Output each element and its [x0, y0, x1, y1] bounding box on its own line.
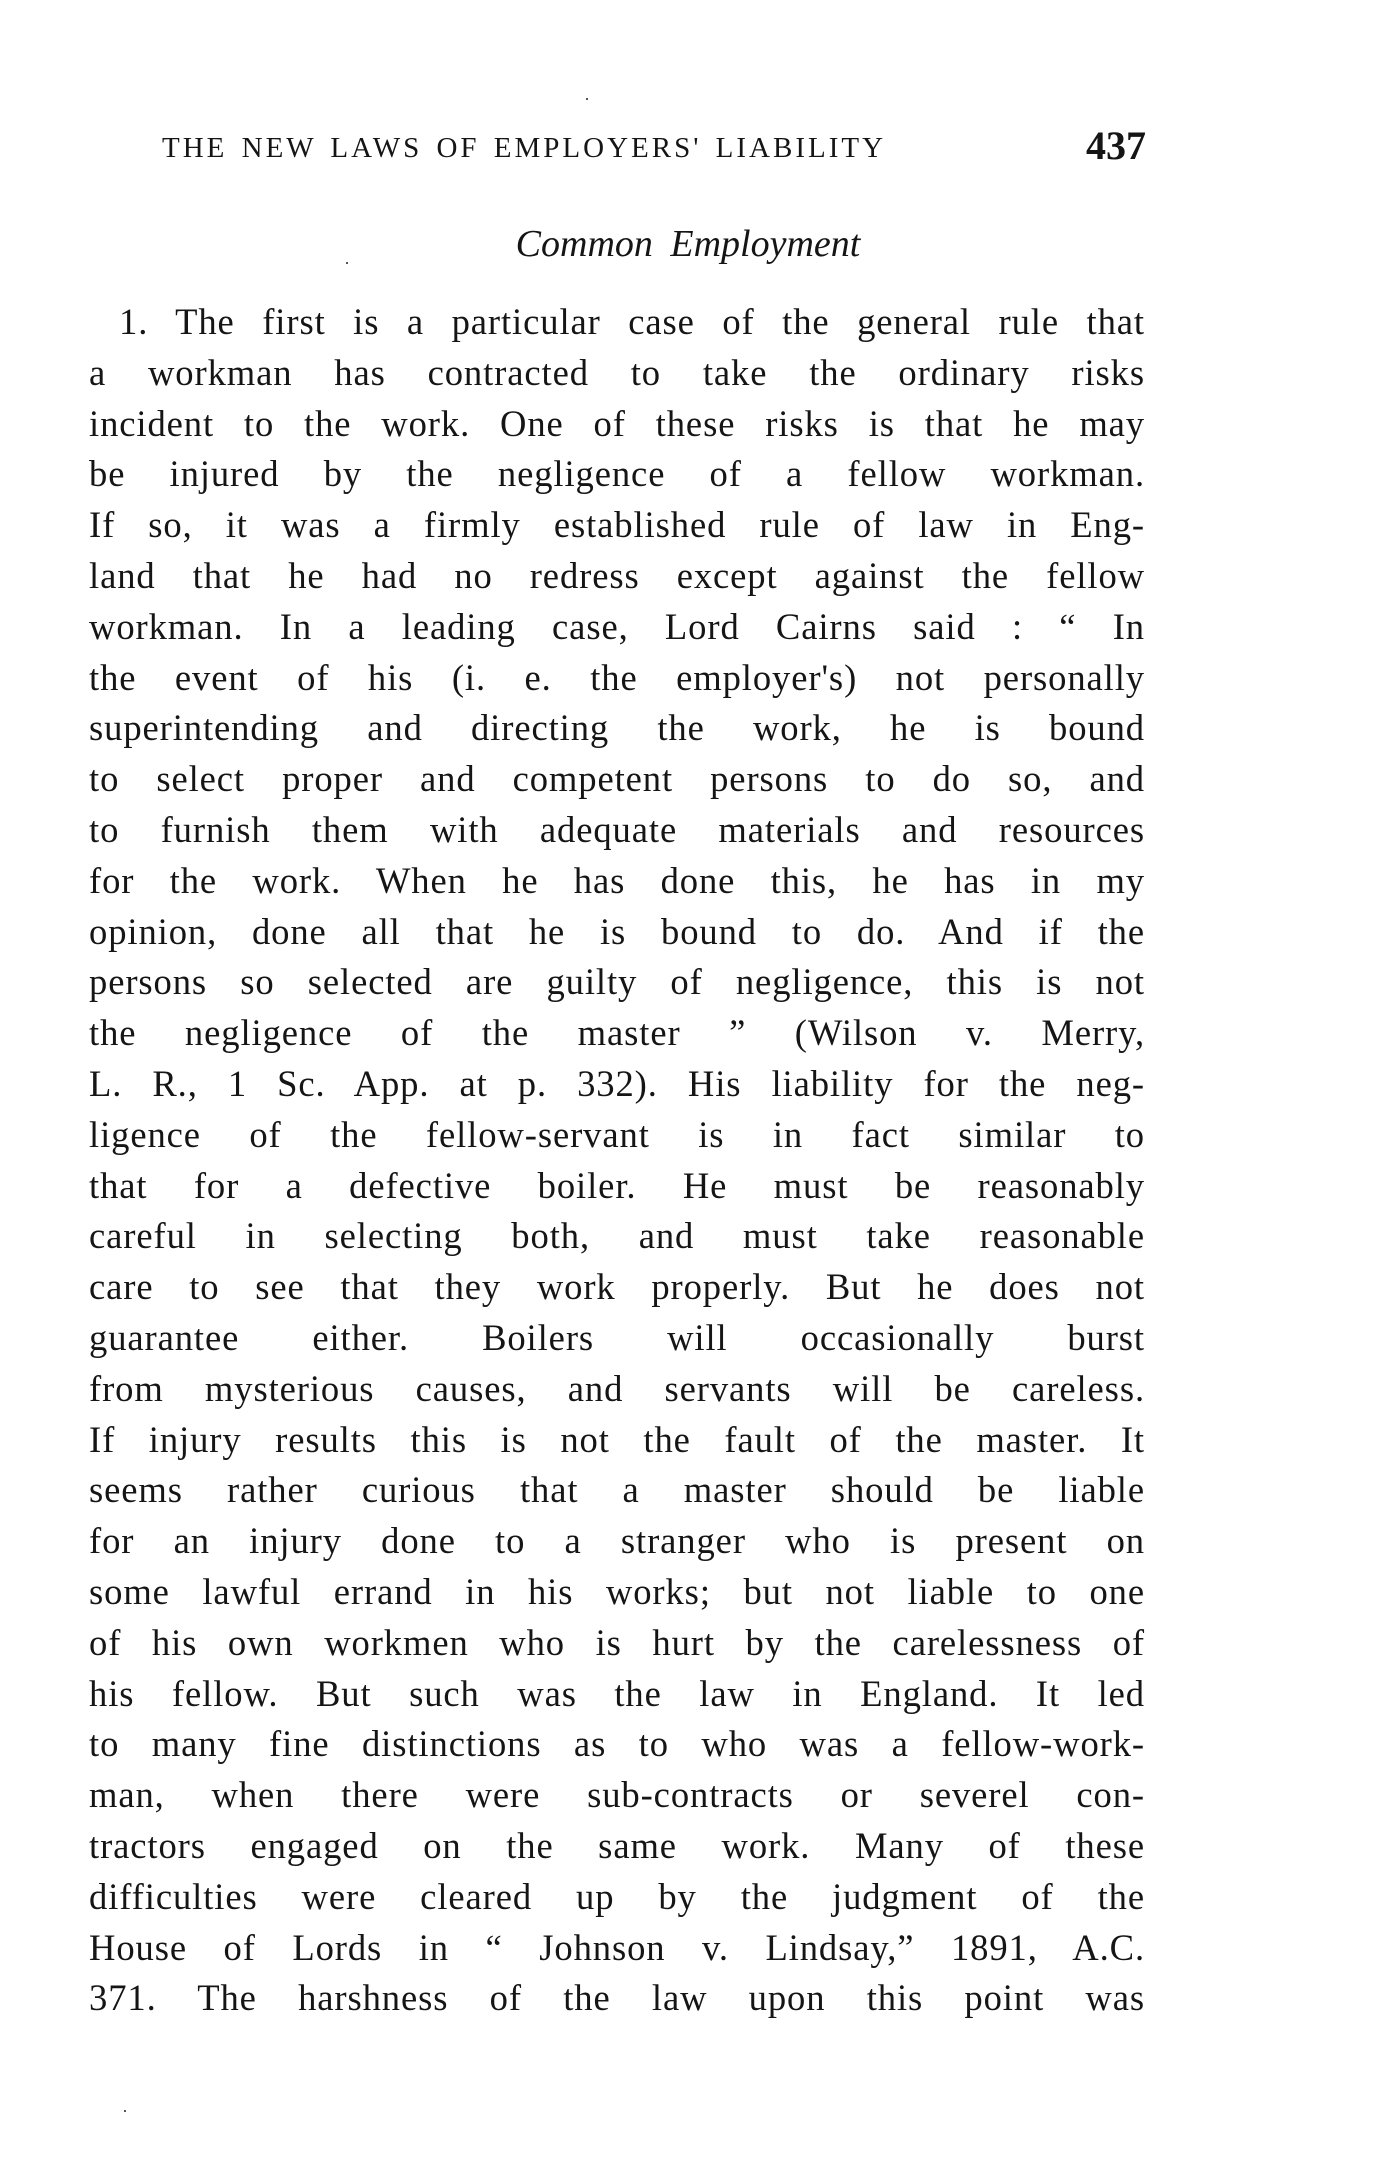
text-line: a workman has contracted to take the ordinary risks: [89, 351, 1145, 393]
text-line: If so, it was a firmly established rule of law in Eng-: [89, 504, 1145, 546]
text-line: difficulties were cleared up by the judgment of the: [89, 1875, 1145, 1917]
text-line: 371. The harshness of the law upon this point was: [89, 1977, 1145, 2019]
text-line: land that he had no redress except against the fellow: [89, 554, 1145, 596]
text-line: L. R., 1 Sc. App. at p. 332). His liability for the neg-: [89, 1062, 1145, 1104]
text-line: some lawful errand in his works; but not liable to one: [89, 1570, 1145, 1612]
text-line: tractors engaged on the same work. Many of these: [89, 1824, 1145, 1866]
text-line: If injury results this is not the fault of the master. It: [89, 1418, 1145, 1460]
running-head: [162, 122, 1162, 182]
print-speck: [346, 262, 348, 264]
text-line: persons so selected are guilty of negligence, this is not: [89, 961, 1145, 1003]
body-paragraph: [89, 297, 1145, 2024]
text-line: incident to the work. One of these risks is that he may: [89, 402, 1145, 444]
print-speck: [586, 98, 588, 100]
text-line: be injured by the negligence of a fellow workman.: [89, 453, 1145, 495]
text-line: the event of his (i. e. the employer's) not personally: [89, 656, 1145, 698]
text-line: from mysterious causes, and servants will be careless.: [89, 1367, 1145, 1409]
text-line: ligence of the fellow-servant is in fact similar to: [89, 1113, 1145, 1155]
text-line: to furnish them with adequate materials and resources: [89, 808, 1145, 850]
section-heading: Common Employment: [515, 223, 861, 265]
text-line: House of Lords in “ Johnson v. Lindsay,” 1891, A.C.: [89, 1926, 1145, 1968]
text-line: 1. The first is a particular case of the general rule that: [119, 301, 1145, 342]
text-line: careful in selecting both, and must take reasonable: [89, 1215, 1145, 1257]
text-line: workman. In a leading case, Lord Cairns said : “ In: [89, 605, 1145, 647]
text-line: the negligence of the master ” (Wilson v. Merry,: [89, 1012, 1145, 1054]
text-line: for the work. When he has done this, he has in my: [89, 859, 1145, 901]
text-line: man, when there were sub-contracts or severel con-: [89, 1774, 1145, 1816]
text-line: to many fine distinctions as to who was a fellow-work-: [89, 1723, 1145, 1765]
text-line: care to see that they work properly. But he does not: [89, 1266, 1145, 1308]
text-line: opinion, done all that he is bound to do. And if the: [89, 910, 1145, 952]
running-title: THE NEW LAWS OF EMPLOYERS' LIABILITY: [162, 132, 887, 164]
text-line: his fellow. But such was the law in England. It led: [89, 1672, 1145, 1714]
text-line: that for a defective boiler. He must be reasonably: [89, 1164, 1145, 1206]
text-line: superintending and directing the work, he is bound: [89, 707, 1145, 749]
text-line: to select proper and competent persons to do so, and: [89, 758, 1145, 800]
page-number: 437: [1086, 123, 1146, 168]
text-line: for an injury done to a stranger who is present on: [89, 1520, 1145, 1562]
text-line: of his own workmen who is hurt by the carelessness of: [89, 1621, 1145, 1663]
print-speck: [124, 2110, 126, 2112]
text-line: seems rather curious that a master should be liable: [89, 1469, 1145, 1511]
text-line: guarantee either. Boilers will occasionally burst: [89, 1316, 1145, 1358]
